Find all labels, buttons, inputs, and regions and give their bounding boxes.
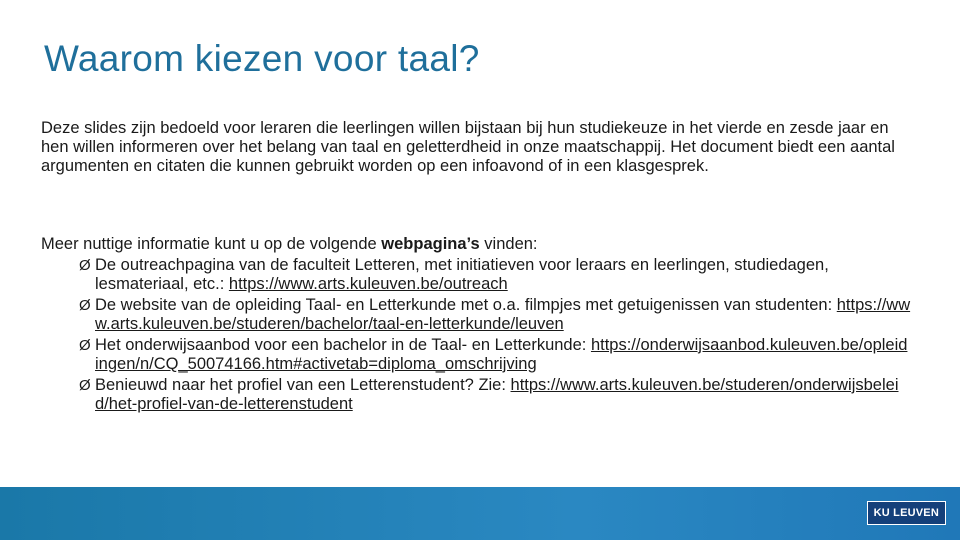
more-info-section bbox=[41, 235, 911, 416]
more-info-prefix: Meer nuttige informatie kunt u op de volgende bbox=[41, 235, 382, 253]
list-item-text: Het onderwijsaanbod voor een bachelor in de Taal- en Letterkunde: bbox=[95, 336, 591, 354]
onderwijsaanbod-link[interactable]: https://onderwijsaanbod.kuleuven.be/opleidingen/n/CQ_50074166.htm#activetab=diploma_omschrijving bbox=[95, 336, 908, 373]
arrow-bullet-icon: Ø bbox=[79, 297, 91, 314]
intro-paragraph: Deze slides zijn bedoeld voor leraren die leerlingen willen bijstaan bij hun studiekeuze in het vierde en zesde jaar en hen willen informeren over het belang van taal en geletterdheid in onze maatschappij. Het document biedt een aantal argumenten en citaten die kunnen gebruikt worden op een infoavond of in een klasgesprek. bbox=[41, 119, 895, 175]
arrow-bullet-icon: Ø bbox=[79, 337, 91, 354]
more-info-bold: webpagina’s bbox=[381, 235, 480, 253]
profiel-link[interactable]: https://www.arts.kuleuven.be/studeren/onderwijsbeleid/het-profiel-van-de-letterenstudent bbox=[95, 376, 899, 413]
more-info-lead bbox=[41, 235, 911, 254]
list-item-text: De outreachpagina van de faculteit Letteren, met initiatieven voor leraars en leerlingen, studiedagen, lesmateriaal, etc.: bbox=[95, 256, 829, 293]
list-item bbox=[79, 296, 911, 334]
ku-leuven-logo: KU LEUVEN bbox=[867, 501, 946, 525]
link-list bbox=[41, 256, 911, 414]
list-item bbox=[79, 256, 911, 294]
slide-title: Waarom kiezen voor taal? bbox=[44, 38, 480, 79]
arrow-bullet-icon: Ø bbox=[79, 377, 91, 394]
arrow-bullet-icon: Ø bbox=[79, 257, 91, 274]
list-item bbox=[79, 376, 911, 414]
list-item-text: De website van de opleiding Taal- en Letterkunde met o.a. filmpjes met getuigenissen van studenten: bbox=[95, 296, 837, 314]
list-item bbox=[79, 336, 911, 374]
list-item-text: Benieuwd naar het profiel van een Letterenstudent? Zie: bbox=[95, 376, 511, 394]
outreach-link[interactable]: https://www.arts.kuleuven.be/outreach bbox=[228, 275, 508, 293]
more-info-suffix: vinden: bbox=[479, 235, 538, 253]
footer-bar bbox=[0, 487, 960, 540]
opleiding-link[interactable]: https://www.arts.kuleuven.be/studeren/bachelor/taal-en-letterkunde/leuven bbox=[95, 296, 911, 333]
